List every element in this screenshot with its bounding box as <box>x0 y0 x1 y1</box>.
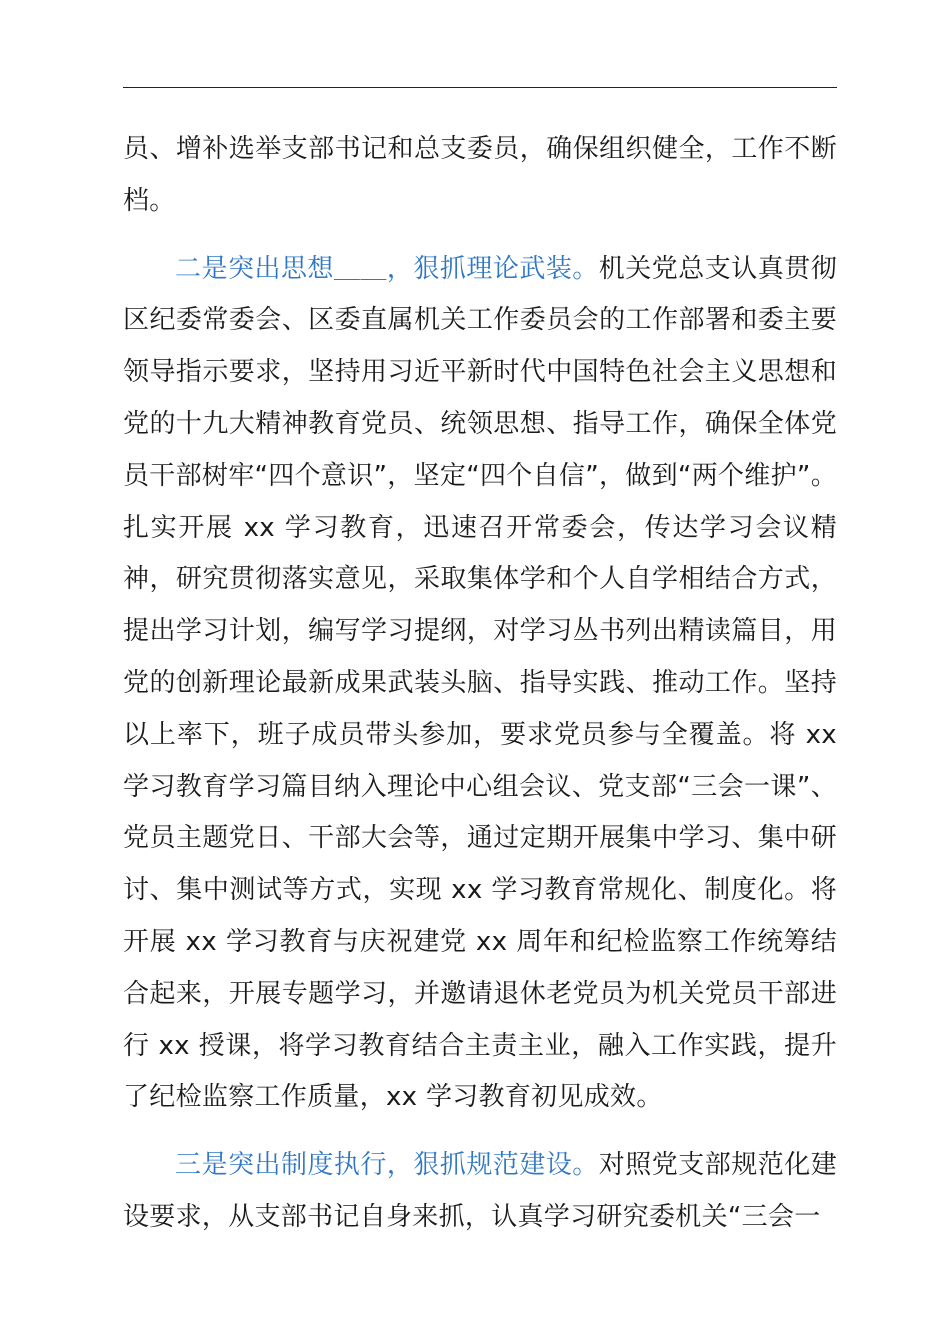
section-two-lead: 二是突出思想＿＿，狠抓理论武装。 <box>175 253 599 284</box>
section-three-lead: 三是突出制度执行，狠抓规范建设。 <box>175 1150 599 1181</box>
continuation-paragraph <box>123 124 837 228</box>
header-rule <box>123 87 837 88</box>
continuation-text: 员、增补选举支部书记和总支委员，确保组织健全，工作不断档。 <box>123 134 837 216</box>
section-three-text: 对照党支部规范化建设要求，从支部书记自身来抓，认真学习研究委机关“三会一 <box>123 1150 837 1232</box>
section-three-paragraph <box>123 1140 837 1244</box>
document-body <box>123 124 837 1244</box>
section-two-paragraph <box>123 244 837 1125</box>
section-two-text: 机关党总支认真贯彻区纪委常委会、区委直属机关工作委员会的工作部署和委主要领导指示要求，坚持用习近平新时代中国特色社会主义思想和党的十九大精神教育党员、统领思想、指导工作，确保全体党员干部树牢“四个意识”，坚定“四个自信”，做到“两个维护”。扎实开展 xx 学习教育，迅速召开常委会，传达学习会议精神，研究贯彻落实意见，采取集体学和个人自学相结合方式，提出学习计划，编写学习提纲，对学习丛书列出精读篇目，用党的创新理论最新成果武装头脑、指导实践、推动工作。坚持以上率下，班子成员带头参加，要求党员参与全覆盖。将 xx 学习教育学习篇目纳入理论中心组会议、党支部“三会一课”、党员主题党日、干部大会等，通过定期开展集中学习、集中研讨、集中测试等方式，实现 xx 学习教育常规化、制度化。将开展 xx 学习教育与庆祝建党 xx 周年和纪检监察工作统筹结合起来，开展专题学习，并邀请退休老党员为机关党员干部进行 xx 授课，将学习教育结合主责主业，融入工作实践，提升了纪检监察工作质量，xx 学习教育初见成效。 <box>123 253 837 1113</box>
